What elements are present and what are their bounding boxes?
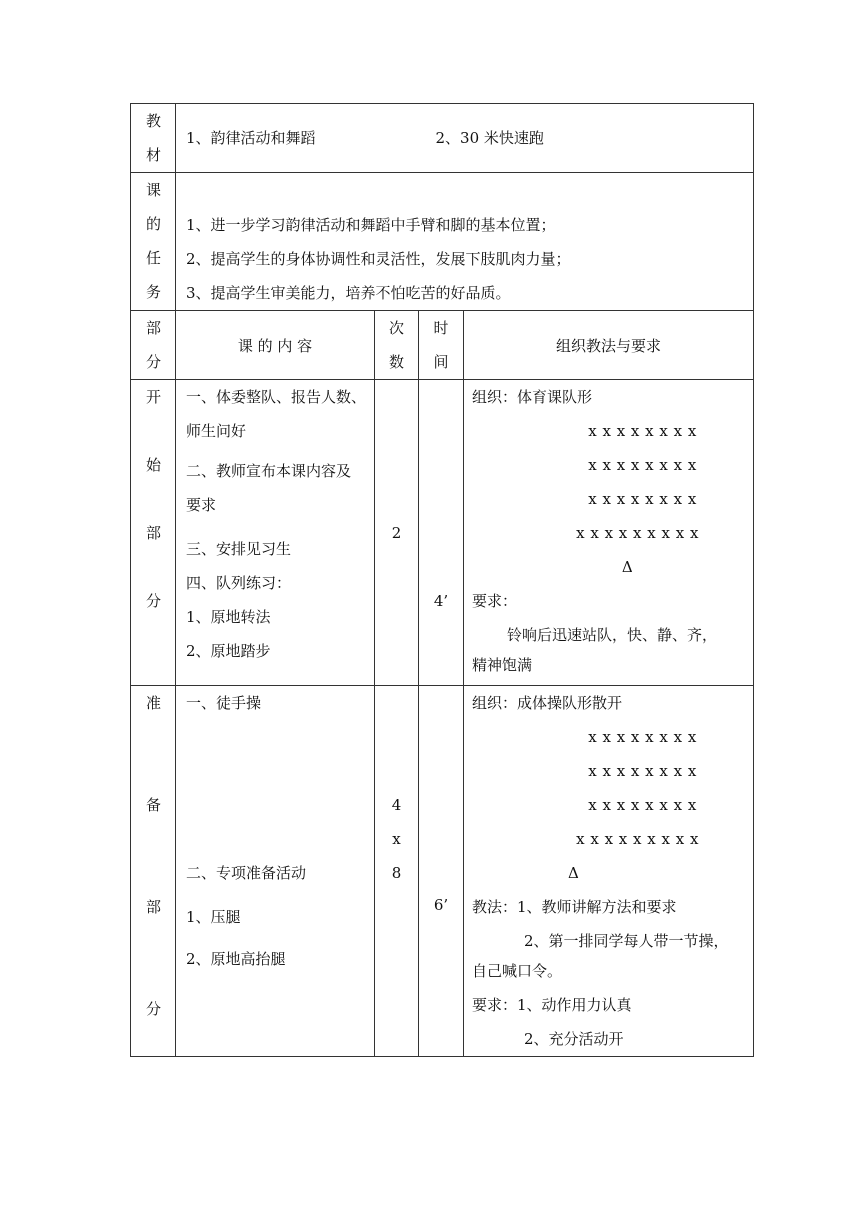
content-line: 二、教师宣布本课内容及 bbox=[186, 462, 352, 480]
tasks-label bbox=[131, 173, 176, 311]
header-char: 时 bbox=[433, 319, 449, 337]
task-item: 3、提高学生审美能力，培养不怕吃苦的好品质。 bbox=[186, 284, 511, 302]
formation-row: x x x x x x x x bbox=[588, 422, 697, 440]
material-item-1: 1、韵律活动和舞蹈 bbox=[186, 129, 316, 147]
count-char: 4 bbox=[391, 796, 402, 814]
prep-method bbox=[464, 686, 754, 1057]
tasks-row bbox=[131, 173, 754, 311]
start-count bbox=[375, 380, 419, 686]
content-line: 一、体委整队、报告人数、 bbox=[186, 388, 367, 406]
header-char: 数 bbox=[388, 353, 404, 371]
label-char: 材 bbox=[145, 146, 161, 164]
label-char: 部 bbox=[145, 898, 161, 916]
content-line: 师生问好 bbox=[186, 422, 247, 440]
prep-count bbox=[375, 686, 419, 1057]
count-value: 2 bbox=[391, 523, 402, 542]
start-label bbox=[131, 380, 176, 686]
material-item-2: 2、30 米快速跑 bbox=[435, 129, 544, 147]
header-method-label: 组织教法与要求 bbox=[556, 336, 662, 355]
header-char: 分 bbox=[145, 353, 161, 371]
header-char: 次 bbox=[388, 319, 404, 337]
prep-time bbox=[419, 686, 464, 1057]
teacher-mark: Δ bbox=[621, 558, 634, 576]
content-line: 三、安排见习生 bbox=[186, 540, 292, 558]
header-content bbox=[176, 311, 375, 380]
formation-row: x x x x x x x x bbox=[588, 456, 697, 474]
label-char: 务 bbox=[145, 283, 161, 301]
content-line: 二、专项准备活动 bbox=[186, 864, 307, 882]
req-line: 铃响后迅速站队，快、静、齐， bbox=[507, 626, 718, 644]
prep-section-row bbox=[131, 686, 754, 1057]
content-line: 一、徒手操 bbox=[186, 694, 262, 712]
teach-line: 2、第一排同学每人带一节操， bbox=[524, 932, 729, 950]
header-count bbox=[375, 311, 419, 380]
content-line: 2、原地踏步 bbox=[186, 642, 271, 660]
label-char: 部 bbox=[145, 524, 161, 542]
label-char: 课 bbox=[145, 181, 161, 199]
header-row bbox=[131, 311, 754, 380]
time-value: 4’ bbox=[433, 592, 449, 610]
content-line: 1、压腿 bbox=[186, 908, 241, 926]
teach-line: 教法：1、教师讲解方法和要求 bbox=[472, 898, 677, 916]
formation-row: x x x x x x x x bbox=[588, 728, 697, 746]
label-char: 分 bbox=[145, 592, 161, 610]
material-row bbox=[131, 104, 754, 173]
label-char: 始 bbox=[145, 456, 161, 474]
formation-row: x x x x x x x x bbox=[588, 490, 697, 508]
prep-content bbox=[176, 686, 375, 1057]
start-content bbox=[176, 380, 375, 686]
header-char: 部 bbox=[145, 319, 161, 337]
content-line: 1、原地转法 bbox=[186, 608, 271, 626]
lesson-plan-table bbox=[130, 103, 754, 1057]
req-line: 精神饱满 bbox=[472, 656, 533, 674]
start-time bbox=[419, 380, 464, 686]
header-method bbox=[464, 311, 754, 380]
prep-label bbox=[131, 686, 176, 1057]
formation-row: x x x x x x x x x bbox=[576, 830, 699, 848]
header-content-label: 课 的 内 容 bbox=[237, 336, 313, 355]
task-item: 2、提高学生的身体协调性和灵活性，发展下肢肌肉力量； bbox=[186, 250, 571, 268]
tasks-content bbox=[176, 173, 754, 311]
header-char: 间 bbox=[433, 353, 449, 371]
content-line: 2、原地高抬腿 bbox=[186, 950, 286, 968]
req-title: 要求： bbox=[472, 592, 518, 610]
formation-row: x x x x x x x x bbox=[588, 762, 697, 780]
label-char: 开 bbox=[145, 388, 161, 406]
task-item: 1、进一步学习韵律活动和舞蹈中手臂和脚的基本位置； bbox=[186, 216, 556, 234]
req-line: 2、充分活动开 bbox=[524, 1030, 624, 1048]
content-line: 四、队列练习： bbox=[186, 574, 292, 592]
header-time bbox=[419, 311, 464, 380]
org-title: 组织：成体操队形散开 bbox=[472, 694, 623, 712]
label-char: 教 bbox=[145, 112, 161, 130]
material-content bbox=[176, 104, 754, 173]
label-char: 分 bbox=[145, 1000, 161, 1018]
header-part bbox=[131, 311, 176, 380]
label-char: 备 bbox=[145, 796, 161, 814]
label-char: 的 bbox=[145, 215, 161, 233]
start-section-row bbox=[131, 380, 754, 686]
time-value: 6’ bbox=[433, 896, 449, 914]
count-char: x bbox=[392, 830, 401, 848]
label-char: 准 bbox=[145, 694, 161, 712]
content-line: 要求 bbox=[186, 496, 217, 514]
count-char: 8 bbox=[391, 864, 402, 882]
material-label bbox=[131, 104, 176, 173]
formation-row: x x x x x x x x bbox=[588, 796, 697, 814]
formation-row: x x x x x x x x x bbox=[576, 524, 699, 542]
label-char: 任 bbox=[145, 249, 161, 267]
teach-line: 自己喊口令。 bbox=[472, 962, 563, 980]
start-method bbox=[464, 380, 754, 686]
req-line: 要求：1、动作用力认真 bbox=[472, 996, 632, 1014]
teacher-mark: Δ bbox=[568, 864, 579, 882]
org-title: 组织：体育课队形 bbox=[472, 388, 593, 406]
